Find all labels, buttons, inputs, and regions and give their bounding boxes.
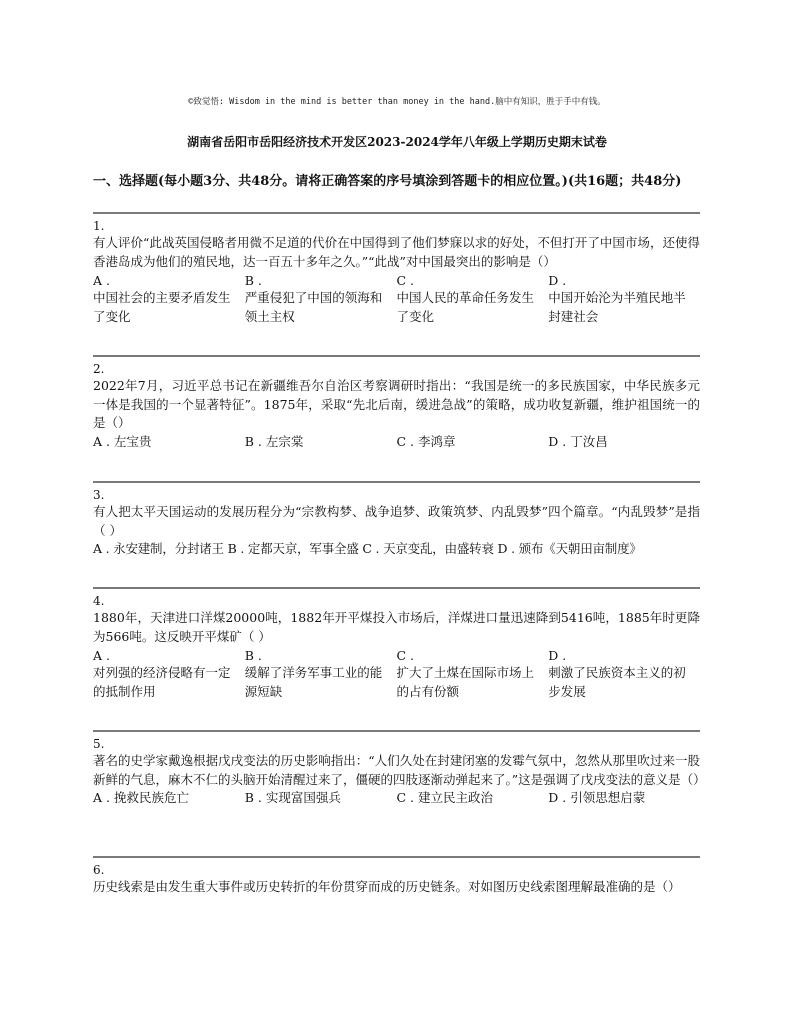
motto-line: ©致觉悟: Wisdom in the mind is better than money in the hand.脑中有知识，胜于手中有钱。 — [188, 97, 606, 107]
question-number: 5. — [93, 737, 105, 751]
options-list — [93, 789, 700, 808]
divider — [93, 730, 700, 732]
option-text: 中国人民的革命任务发生了变化 — [396, 290, 535, 324]
question-stem: 历史线索是由发生重大事件或历史转折的年份贯穿而成的历史链条。对如图历史线索图理解最准确的是（） — [93, 879, 681, 894]
divider — [93, 481, 700, 483]
option-b[interactable] — [245, 272, 397, 326]
option-text: 缓解了洋务军事工业的能源短缺 — [244, 665, 383, 699]
options-list — [93, 433, 700, 452]
option-text: 对列强的经济侵略有一定的抵制作用 — [93, 665, 231, 699]
option-letter: C . — [396, 648, 415, 663]
option-text: 扩大了土煤在国际市场上的占有份额 — [396, 665, 535, 699]
option-letter: A . — [93, 648, 110, 663]
option-letter: C . — [396, 273, 415, 288]
option-c[interactable] — [397, 272, 549, 326]
divider — [93, 212, 700, 214]
option-a[interactable] — [93, 272, 245, 326]
divider — [93, 355, 700, 357]
divider — [93, 856, 700, 858]
option-a[interactable]: A . 挽救民族危亡 — [93, 790, 189, 805]
option-letter: A . — [93, 273, 110, 288]
option-letter: D . — [548, 648, 567, 663]
option-c[interactable] — [397, 647, 549, 701]
option-text: 中国开始沦为半殖民地半封建社会 — [548, 290, 686, 324]
question-stem: 1880年，天津进口洋煤20000吨，1882年开平煤投入市场后，洋煤进口量迅速降到5416吨，1885年时更降为566吨。这反映开平煤矿（ ） — [93, 610, 700, 644]
question-stem: 有人评价“此战英国侵略者用微不足道的代价在中国得到了他们梦寐以求的好处，不但打开了中国市场，还使得香港岛成为他们的殖民地，达一百五十多年之久。”“此战”对中国最突出的影响是（） — [93, 235, 700, 269]
question-number: 4. — [93, 594, 105, 608]
option-letter: B . — [244, 273, 262, 288]
page-title: 湖南省岳阳市岳阳经济技术开发区2023-2024学年八年级上学期历史期末试卷 — [187, 135, 607, 149]
question-4 — [93, 587, 700, 701]
option-a[interactable]: A . 左宝贵 — [93, 433, 152, 449]
option-b[interactable]: B . 实现富国强兵 — [244, 790, 341, 805]
question-number: 2. — [93, 362, 105, 376]
option-c[interactable]: C . 李鸿章 — [396, 433, 456, 449]
divider — [93, 587, 700, 589]
option-letter: B . — [244, 648, 262, 663]
question-number: 3. — [93, 488, 105, 502]
options-line[interactable]: A . 永安建制，分封诸王 B . 定都天京，军事全盛 C . 天京变乱，由盛转衰 D . 颁布《天朝田亩制度》 — [93, 541, 642, 556]
question-stem: 2022年7月，习近平总书记在新疆维吾尔自治区考察调研时指出：“我国是统一的多民族国家，中华民族多元一体是我国的一个显著特征”。1875年，采取“先北后南，缓进急战”的策略，成功收复新疆，维护祖国统一的是（） — [93, 378, 700, 430]
question-2 — [93, 355, 700, 451]
option-d[interactable]: D . 丁汝昌 — [548, 433, 608, 449]
option-a[interactable] — [93, 647, 245, 701]
option-d[interactable] — [548, 647, 700, 701]
options-list — [93, 272, 700, 326]
question-6 — [93, 856, 700, 897]
option-text: 严重侵犯了中国的领海和领土主权 — [244, 290, 383, 324]
question-stem: 有人把太平天国运动的发展历程分为“宗教构梦、战争追梦、政策筑梦、内乱毁梦”四个篇章。“内乱毁梦”是指（ ） — [93, 504, 700, 538]
question-1 — [93, 212, 700, 326]
option-b[interactable]: B . 左宗棠 — [244, 433, 304, 449]
option-text: 刺激了民族资本主义的初步发展 — [548, 665, 686, 699]
options-list — [93, 647, 700, 701]
question-5 — [93, 730, 706, 808]
question-number: 1. — [93, 219, 105, 233]
question-stem: 著名的史学家戴逸根据戊戌变法的历史影响指出：“人们久处在封建闭塞的发霉气氛中，忽然从那里吹过来一股新鲜的气息，麻木不仁的头脑开始清醒过来了，僵硬的四肢逐渐动弹起来了。”这是强调了戊戌变法的意义是（） — [93, 753, 706, 787]
option-text: 中国社会的主要矛盾发生了变化 — [93, 290, 231, 324]
question-number: 6. — [93, 863, 105, 877]
option-d[interactable]: D . 引领思想启蒙 — [548, 790, 646, 805]
option-letter: D . — [548, 273, 567, 288]
question-3 — [93, 481, 700, 559]
section-heading: 一、选择题(每小题3分、共48分。请将正确答案的序号填涂到答题卡的相应位置。)(共16题；共48分) — [93, 174, 682, 189]
option-d[interactable] — [548, 272, 700, 326]
option-c[interactable]: C . 建立民主政治 — [396, 790, 493, 805]
option-b[interactable] — [245, 647, 397, 701]
